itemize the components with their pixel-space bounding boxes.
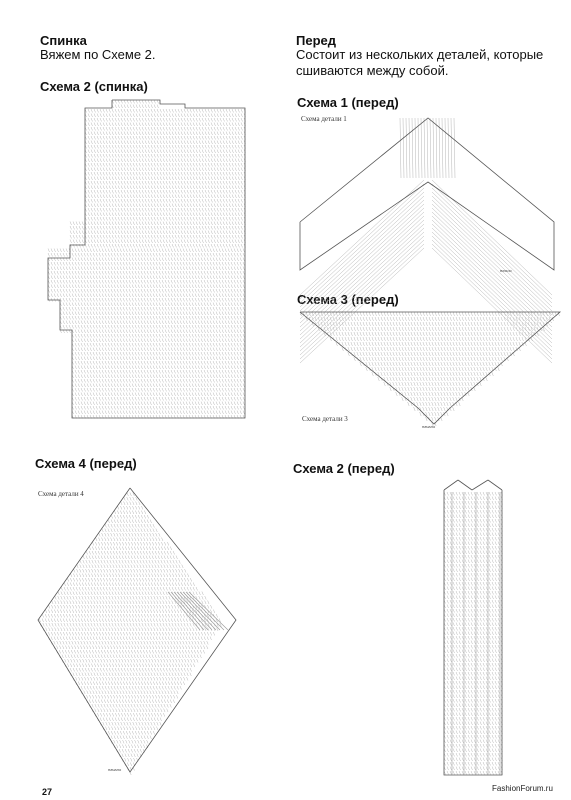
scheme2-front-title: Схема 2 (перед): [293, 461, 395, 476]
back-title: Спинка: [40, 33, 87, 48]
scheme3-caption: Схема детали 3: [302, 415, 348, 423]
page-number: 27: [42, 787, 53, 797]
scheme4-title: Схема 4 (перед): [35, 456, 137, 471]
scheme3-note: начало: [422, 424, 436, 429]
scheme4-caption: Схема детали 4: [38, 490, 84, 498]
front-text-line1: Состоит из нескольких деталей, которые: [296, 47, 544, 62]
back-text: Вяжем по Схеме 2.: [40, 47, 156, 62]
scheme1-title: Схема 1 (перед): [297, 95, 399, 110]
front-title: Перед: [296, 33, 336, 48]
scheme1-caption: Схема детали 1: [301, 115, 347, 123]
back-scheme-title: Схема 2 (спинка): [40, 79, 148, 94]
watermark: FashionForum.ru: [492, 784, 553, 793]
scheme4-note: начало: [108, 767, 122, 772]
front-text-line2: сшиваются между собой.: [296, 63, 449, 78]
scheme1-note: начало: [500, 268, 512, 273]
scheme3-title: Схема 3 (перед): [297, 292, 399, 307]
